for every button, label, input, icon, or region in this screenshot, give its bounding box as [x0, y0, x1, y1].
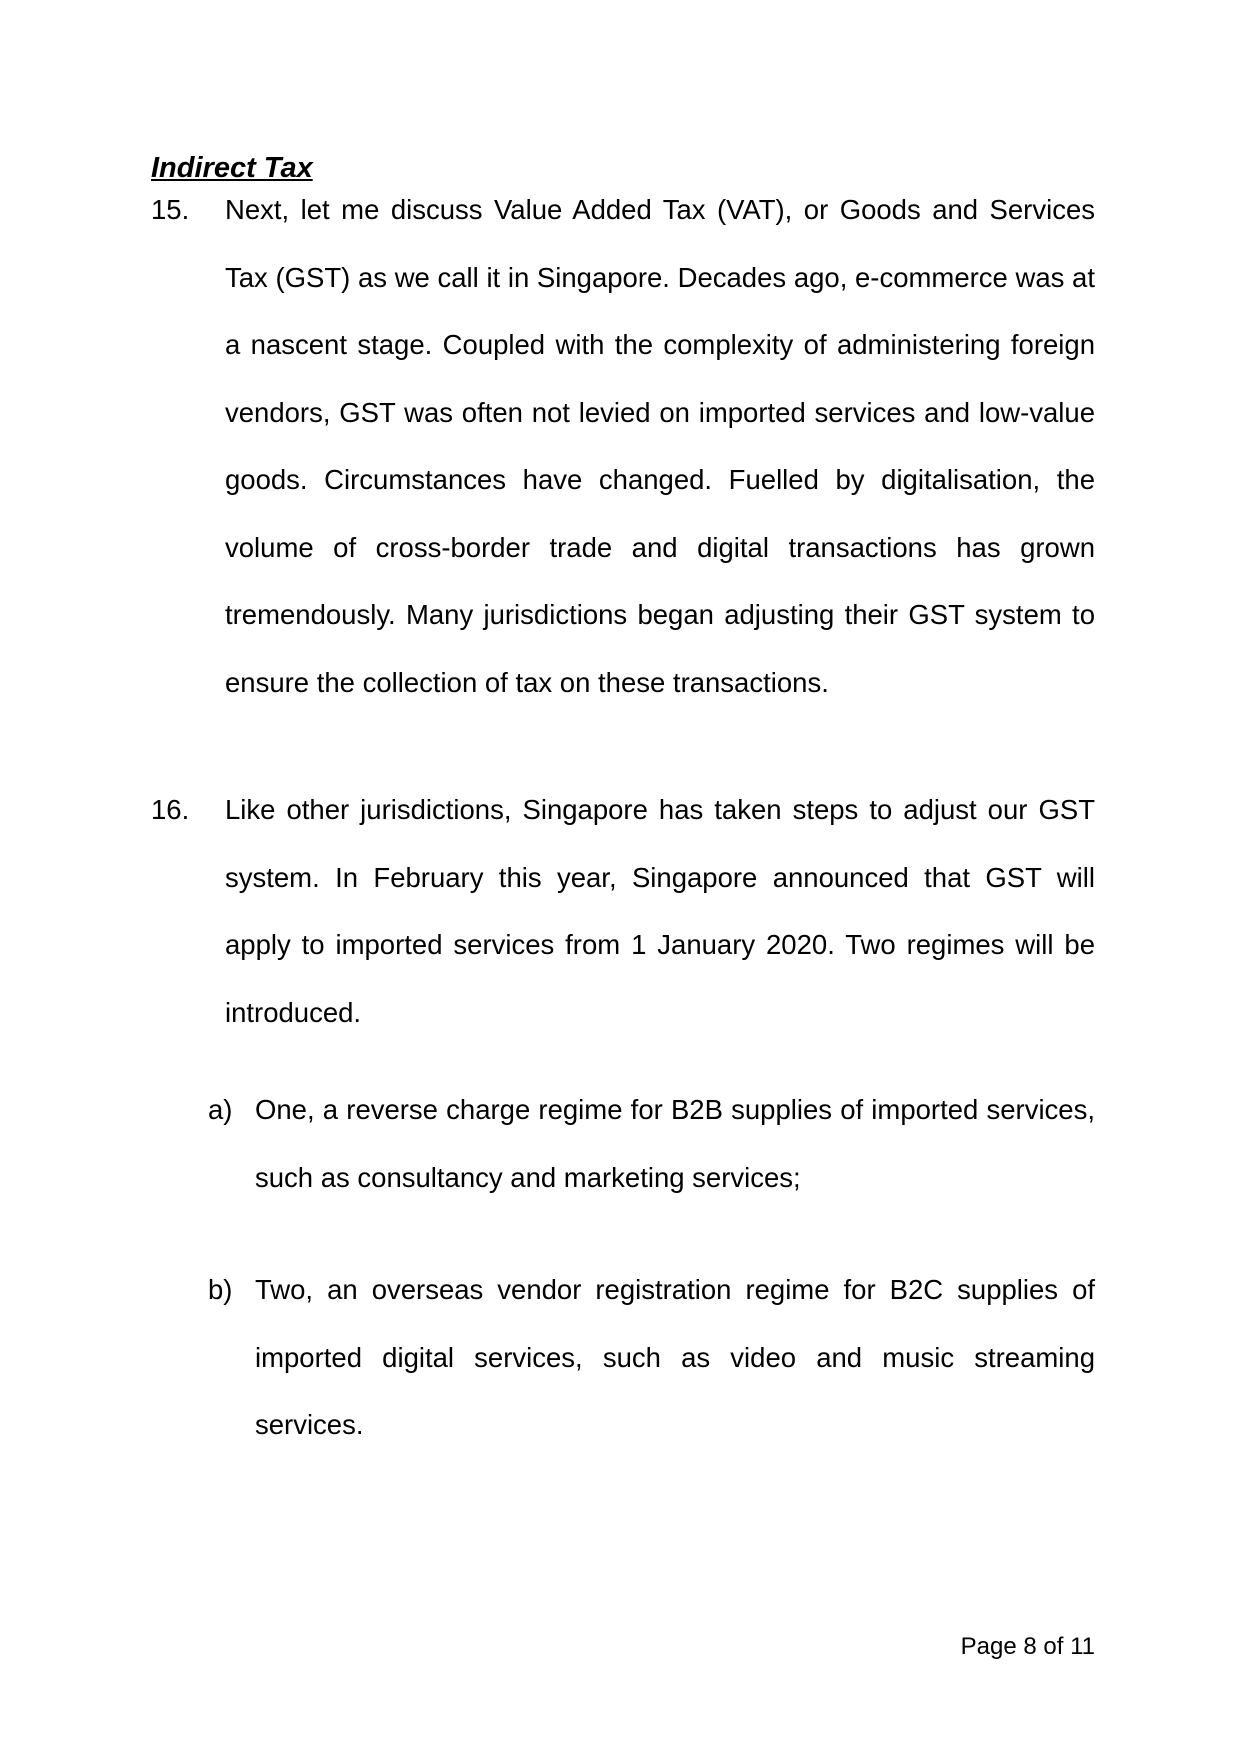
paragraph-text: Next, let me discuss Value Added Tax (VAT), or Goods and Services Tax (GST) as we call it in Singapore. Decades ago, e-commerce was at a nascent stage. Coupled with the complexity of administering foreign vendors, GST was often not levied on imported services and low-value goods. Circumstances have changed. Fuelled by digitalisation, the volume of cross-border trade and digital transactions has grown tremendously. Many jurisdictions began adjusting their GST system to ensure the collection of tax on these transactions.	[225, 194, 1095, 698]
paragraph-number: 15.	[151, 194, 190, 225]
sub-item-text: Two, an overseas vendor registration regime for B2C supplies of imported digital services, such as video and music streaming services.	[255, 1274, 1095, 1440]
sub-item-text: One, a reverse charge regime for B2B supplies of imported services, such as consultancy and marketing services;	[255, 1094, 1095, 1193]
paragraph-text: Like other jurisdictions, Singapore has taken steps to adjust our GST system. In February this year, Singapore announced that GST will apply to imported services from 1 January 2020. Two regimes will be introduced.	[225, 794, 1095, 1028]
sub-item-label: b)	[208, 1274, 233, 1305]
paragraph-16	[151, 776, 1095, 1046]
sub-item-b	[208, 1256, 1095, 1459]
sub-item-label: a)	[208, 1094, 233, 1125]
paragraph-number: 16.	[151, 794, 190, 825]
page-number: Page 8 of 11	[960, 1633, 1095, 1660]
section-heading: Indirect Tax	[151, 152, 313, 184]
sub-item-a	[208, 1076, 1095, 1211]
paragraph-15	[151, 176, 1095, 716]
